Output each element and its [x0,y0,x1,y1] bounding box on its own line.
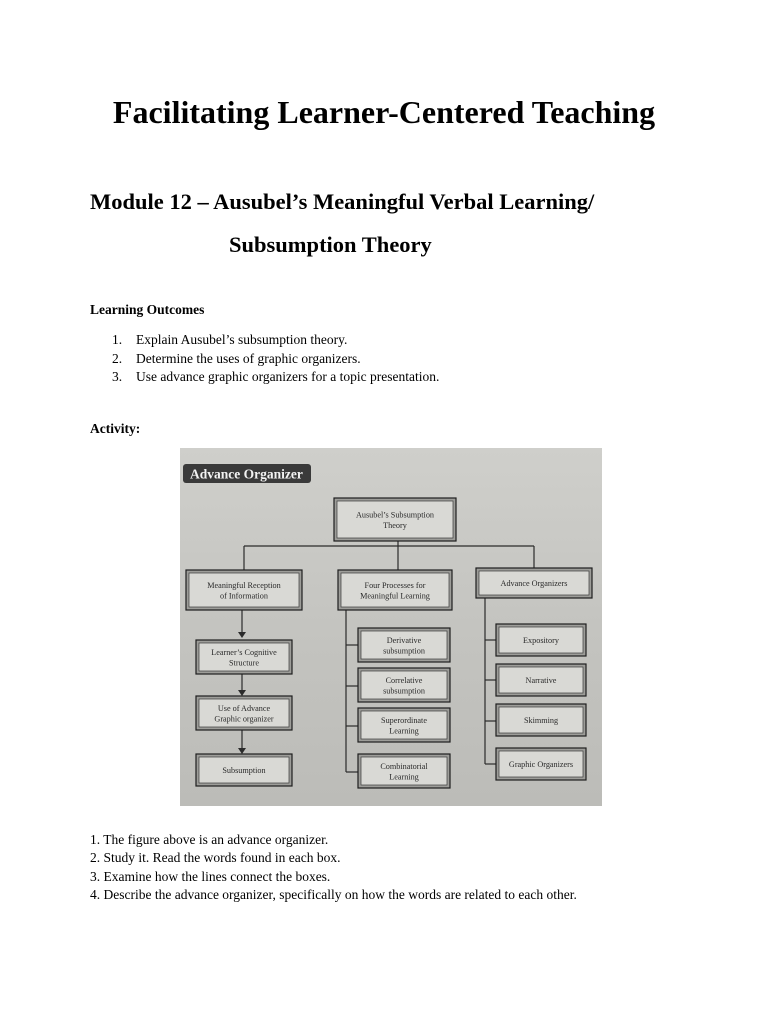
instruction-item: 2. Study it. Read the words found in each box. [90,850,341,866]
branch-box-advance-organizers-label: Advance Organizers [500,579,568,588]
middle-item-box [358,708,450,742]
branch-box-reception [186,570,302,610]
right-item-box-label: Graphic Organizers [508,760,574,769]
branch-box-processes [338,570,452,610]
outcome-number: 1. [112,332,123,347]
document-title: Facilitating Learner-Centered Teaching [112,94,656,130]
middle-item-box-label: Learning [389,726,419,736]
middle-item-box-label: Correlative [385,675,423,685]
left-item-box-label: Use of Advance [217,703,271,713]
middle-item-box-label: subsumption [383,686,425,696]
right-item-box [496,704,586,736]
right-item-box [496,664,586,696]
activity-instructions [90,831,577,904]
left-item-box-label: Graphic organizer [214,714,274,724]
branch-box-processes-label: Meaningful Learning [360,591,430,601]
middle-item-box [358,628,450,662]
outcome-item [112,368,439,387]
instruction-item: 4. Describe the advance organizer, specifically on how the words are related to each other. [90,886,577,902]
branch-box-processes-label: Four Processes for [364,580,426,590]
middle-item-box-label: Learning [389,772,419,782]
right-item-box [496,748,586,780]
outcome-item [112,350,439,369]
right-item-box [496,624,586,656]
branch-box-reception-label: Meaningful Reception [207,580,281,590]
outcome-number: 2. [112,350,123,366]
middle-item-box-label: Combinatorial [380,761,428,771]
middle-item-box-label: Superordinate [381,715,427,725]
right-item-box-label: Expository [523,636,559,645]
left-item-box [196,696,292,730]
left-item-box [196,754,292,786]
instruction-item: 3. Examine how the lines connect the boxes. [90,868,331,884]
activity-heading: Activity: [90,421,141,436]
left-item-box [196,640,292,674]
instruction-item: 1. The figure above is an advance organizer. [90,832,329,847]
right-item-box-label: Narrative [525,676,557,685]
middle-item-box-label: subsumption [383,646,425,656]
outcome-text: Explain Ausubel’s subsumption theory. [136,332,348,347]
middle-item-box [358,754,450,788]
advance-organizer-figure [180,448,602,806]
outcome-number: 3. [112,369,123,384]
learning-outcomes-list [112,331,439,387]
left-item-box-label: Structure [228,658,260,668]
branch-box-reception-label: of Information [220,591,268,601]
right-item-box-label: Skimming [523,716,559,725]
left-item-box-label: Learner’s Cognitive [211,647,277,657]
left-item-box-label: Subsumption [222,766,266,775]
outcome-item [112,331,439,350]
root-box-label: Ausubel’s Subsumption [355,510,435,520]
root-box [334,498,456,541]
outcome-text: Determine the uses of graphic organizers. [136,350,361,366]
outcome-text: Use advance graphic organizers for a topic presentation. [136,369,440,384]
branch-box-advance-organizers [476,568,592,598]
middle-item-box [358,668,450,702]
banner-text: Advance Organizer [190,466,303,482]
root-box-label: Theory [383,520,407,530]
learning-outcomes-heading: Learning Outcomes [90,302,205,317]
advance-organizer-diagram [180,448,602,806]
middle-item-box-label: Derivative [386,635,422,645]
module-title-line-1: Module 12 – Ausubel’s Meaningful Verbal Learning/ [90,189,595,214]
module-title-line-2: Subsumption Theory [229,232,432,257]
organizer-boxes [186,498,592,788]
